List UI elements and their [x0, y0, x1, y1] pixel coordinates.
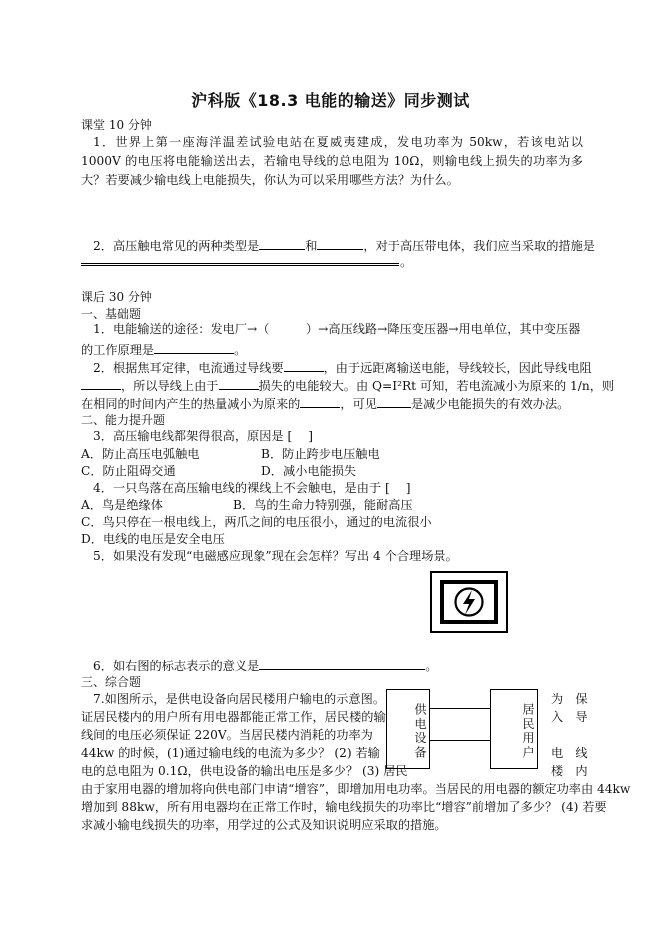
q7-side-4: 楼 内: [551, 764, 588, 778]
q7-line-3: 线间的电压必须保证 220V。当居民楼内消耗的功率为: [81, 728, 373, 742]
question-6: [93, 656, 437, 675]
lightning-bolt-icon: [444, 584, 494, 620]
q2-text-b: 和: [305, 239, 318, 253]
answer-blank[interactable]: [300, 394, 340, 408]
q7-side-3: 电 线: [551, 746, 588, 760]
q2b-text-b: ，由于远距离输送电能，导线较长，因此导线电阻: [323, 361, 592, 375]
q4-option-d[interactable]: D．电线的电压是安全电压: [81, 532, 225, 546]
q6-end: 。: [425, 659, 438, 673]
q3-option-c[interactable]: C．防止阻碍交通: [81, 464, 176, 478]
q3-option-d[interactable]: D．减小电能损失: [261, 464, 357, 478]
q6-text: 6．如右图的标志表示的意义是: [93, 659, 260, 673]
q2b-text-d: 损失的电能较大。由 Q=I²Rt 可知，若电流减小为原来的 1/n，则: [258, 379, 615, 393]
basic-question-2-line-2: [81, 376, 614, 395]
q1b-end: 。: [234, 343, 247, 357]
part-2-heading: 二、能力提升题: [81, 413, 166, 427]
q2-text-c: ，对于高压带电体，我们应当采取的措施是: [363, 239, 595, 253]
page-title: 沪科版《18.3 电能的输送》同步测试: [191, 91, 470, 110]
question-1: 1．世界上第一座海洋温差试验电站在夏威夷建成，发电功率为 50kw，若该电站以 1000V 的电压将电能输送出去，若输电导线的总电阻为 10Ω，则输电线上损失的功率为多大？若要减少输电线上电能损失，你认为可以采用哪些方法？为什么。: [81, 135, 583, 187]
answer-blank[interactable]: [219, 376, 259, 390]
wire-bottom: [430, 740, 490, 741]
q2-text-a: 2．高压触电常见的两种类型是: [93, 239, 260, 253]
answer-blank[interactable]: [259, 656, 425, 670]
basic-question-1-line-1: 1．电能输送的途径：发电厂→（ ）→高压线路→降压变压器→用电单位，其中变压器: [93, 322, 581, 336]
q7-side-2: 入 导: [551, 710, 588, 724]
q2b-text-f: ，可见: [340, 397, 377, 411]
basic-question-1-line-2: [81, 340, 246, 359]
question-2: [93, 236, 595, 255]
answer-blank[interactable]: [81, 376, 121, 390]
question-3: 3．高压输电线都架得很高，原因是 [ ]: [93, 429, 314, 443]
q7-side-1: 为 保: [551, 692, 588, 706]
question-5: 5．如果没有发现“电磁感应现象”现在会怎样？写出 4 个合理场景。: [93, 549, 458, 563]
q2b-text-c: ，所以导线上由于: [121, 379, 219, 393]
basic-question-2-line-1: [93, 358, 592, 377]
q4-option-c[interactable]: C．鸟只停在一根电线上，两爪之间的电压很小，通过的电流很小: [81, 515, 432, 529]
supply-equipment-box: 供电设备: [386, 689, 430, 769]
answer-blank[interactable]: [377, 394, 411, 408]
answer-blank[interactable]: [154, 340, 234, 354]
wire-top: [430, 708, 490, 709]
q7-line-4: 44kw 的时候，(1)通过输电线的电流为多少？ (2) 若输: [81, 746, 380, 760]
high-voltage-sign: [430, 571, 508, 633]
after-class-heading: 课后 30 分钟: [81, 290, 152, 304]
q7-line-6: 由于家用电器的增加将向供电部门申请“增容”，即增加用电功率。当居民的用电器的额定功率由 44kw: [81, 782, 631, 796]
part-1-heading: 一、基础题: [81, 307, 142, 321]
q7-line-1: 7.如图所示，是供电设备向居民楼用户输电的示意图。: [93, 692, 385, 706]
answer-blank[interactable]: [284, 358, 324, 372]
q2b-text-g: 是减少电能损失的有效办法。: [410, 397, 570, 411]
answer-double-line[interactable]: [81, 263, 399, 266]
q7-line-8: 求减小输电线损失的功率，用学过的公式及知识说明应采取的措施。: [81, 818, 447, 832]
q7-line-2: 证居民楼内的用户所有用电器都能正常工作，居民楼的输: [81, 710, 386, 724]
question-4: 4．一只鸟落在高压输电线的裸线上不会触电，是由于 [ ]: [93, 481, 411, 495]
sign-inner-frame: [440, 580, 498, 624]
q4-option-a[interactable]: A．鸟是绝缘体: [81, 498, 163, 512]
answer-blank[interactable]: [317, 236, 363, 250]
q1b-text: 的工作原理是: [81, 343, 155, 357]
q7-line-7: 增加到 88kw，所有用电器均在正常工作时，输电线损失的功率比“增容”前增加了多少？ (4) 若要: [81, 800, 607, 814]
class-section-heading: 课堂 10 分钟: [81, 118, 152, 132]
q3-option-b[interactable]: B．防止跨步电压触电: [261, 447, 380, 461]
answer-blank[interactable]: [259, 236, 305, 250]
resident-user-box: 居民用户: [490, 689, 538, 769]
q7-line-5: 电的总电阻为 0.1Ω，供电设备的输出电压是多少？ (3) 居民: [81, 764, 408, 778]
q2b-text-e: 在相同的时间内产生的热量减小为原来的: [81, 397, 301, 411]
q2-end: 。: [400, 255, 413, 269]
q4-option-b[interactable]: B．鸟的生命力特别强，能耐高压: [233, 498, 413, 512]
part-3-heading: 三、综合题: [81, 675, 142, 689]
q3-option-a[interactable]: A．防止高压电弧触电: [81, 447, 200, 461]
q2b-text-a: 2．根据焦耳定律，电流通过导线要: [93, 361, 284, 375]
